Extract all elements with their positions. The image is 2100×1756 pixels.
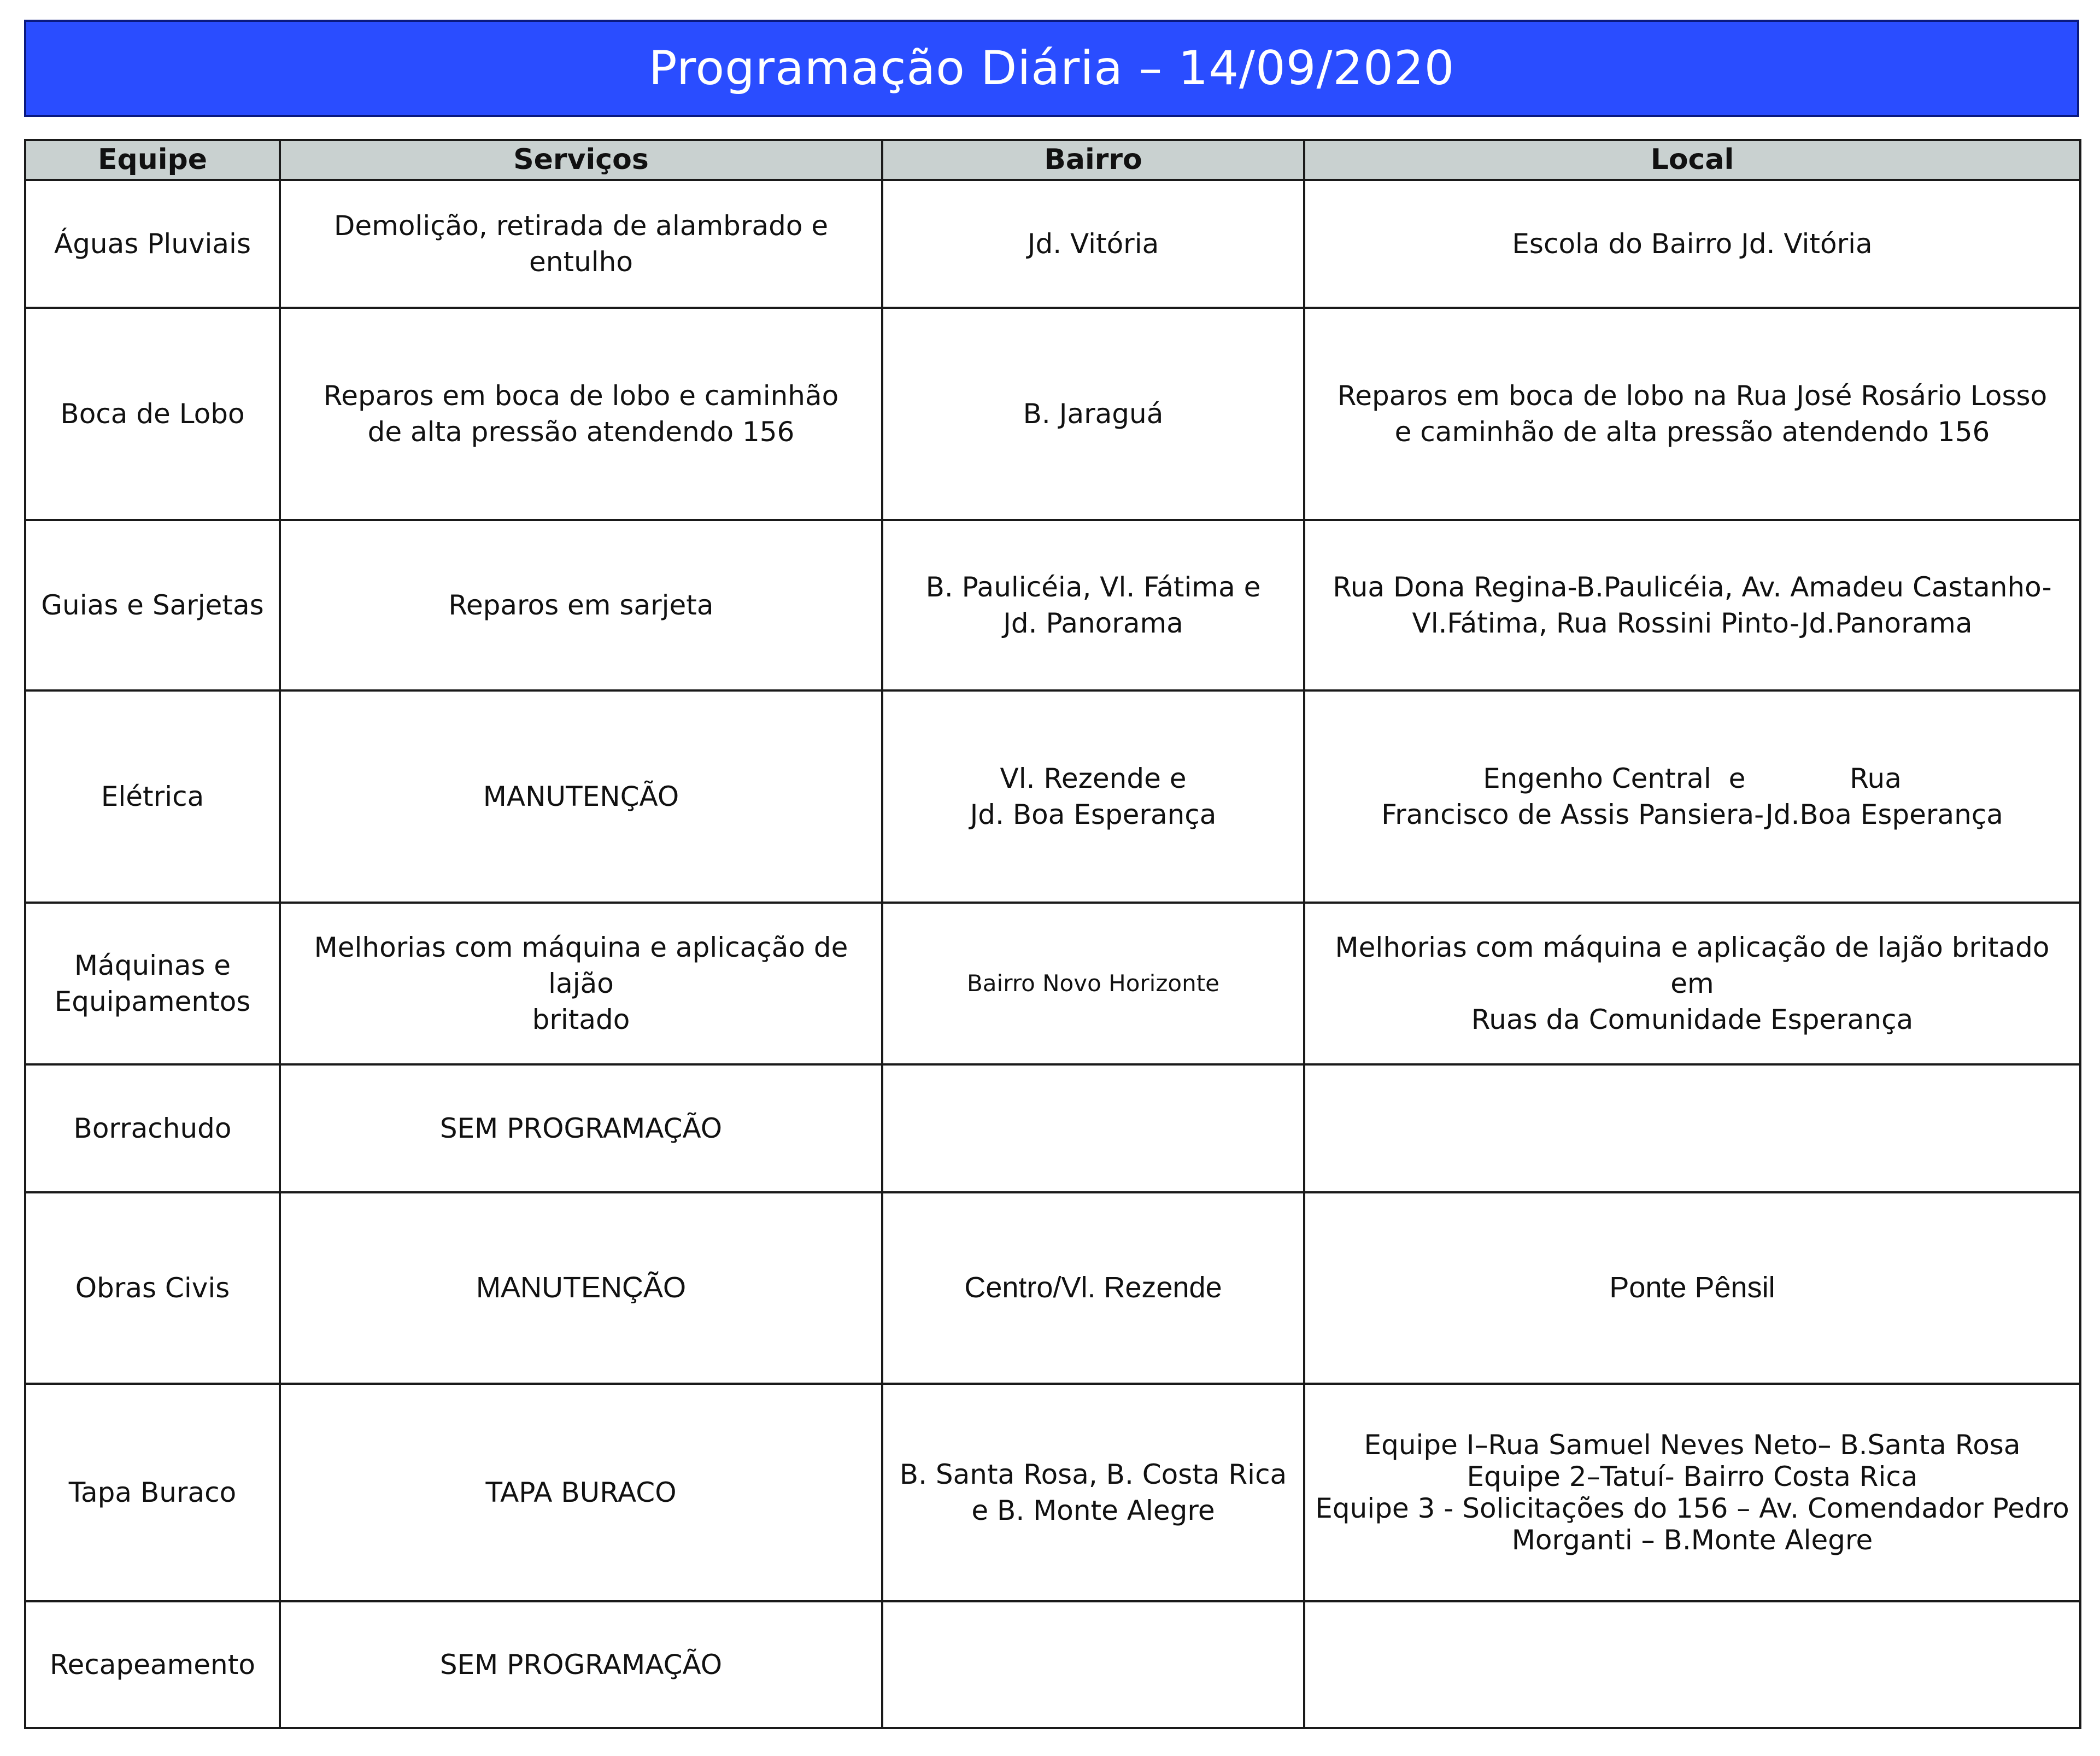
cell-local: [1304, 1601, 2080, 1728]
cell-equipe: Elétrica: [25, 690, 280, 903]
cell-servicos: Melhorias com máquina e aplicação de lajão britado: [280, 903, 882, 1064]
page-title: [24, 20, 2079, 117]
table-row: [25, 1064, 2080, 1192]
table-row: [25, 690, 2080, 903]
cell-equipe: Máquinas e Equipamentos: [25, 903, 280, 1064]
cell-bairro: B. Jaraguá: [882, 308, 1304, 520]
column-header-bairro: Bairro: [882, 140, 1304, 180]
cell-bairro: B. Paulicéia, Vl. Fátima e Jd. Panorama: [882, 520, 1304, 690]
table-row: [25, 1192, 2080, 1384]
cell-servicos: MANUTENÇÃO: [280, 690, 882, 903]
cell-servicos: MANUTENÇÃO: [280, 1192, 882, 1384]
header-row: [25, 140, 2080, 180]
column-header-equipe: Equipe: [25, 140, 280, 180]
table-row: [25, 308, 2080, 520]
page-title-text: Programação Diária – 14/09/2020: [648, 41, 1455, 96]
cell-servicos: SEM PROGRAMAÇÃO: [280, 1064, 882, 1192]
cell-equipe: Guias e Sarjetas: [25, 520, 280, 690]
cell-equipe: Boca de Lobo: [25, 308, 280, 520]
cell-bairro: Vl. Rezende e Jd. Boa Esperança: [882, 690, 1304, 903]
schedule-table: [24, 139, 2081, 1729]
cell-bairro: Bairro Novo Horizonte: [882, 903, 1304, 1064]
table-row: [25, 1384, 2080, 1601]
cell-servicos: Demolição, retirada de alambrado e entulho: [280, 180, 882, 308]
cell-equipe: Águas Pluviais: [25, 180, 280, 308]
column-header-servicos: Serviços: [280, 140, 882, 180]
cell-equipe: Recapeamento: [25, 1601, 280, 1728]
cell-bairro: B. Santa Rosa, B. Costa Rica e B. Monte Alegre: [882, 1384, 1304, 1601]
cell-equipe: Borrachudo: [25, 1064, 280, 1192]
cell-bairro: Centro/Vl. Rezende: [882, 1192, 1304, 1384]
cell-local: Melhorias com máquina e aplicação de lajão britado em Ruas da Comunidade Esperança: [1304, 903, 2080, 1064]
table-row: [25, 520, 2080, 690]
column-header-local: Local: [1304, 140, 2080, 180]
cell-bairro: [882, 1064, 1304, 1192]
cell-servicos: SEM PROGRAMAÇÃO: [280, 1601, 882, 1728]
cell-equipe: Tapa Buraco: [25, 1384, 280, 1601]
table-row: [25, 1601, 2080, 1728]
cell-local: [1304, 1064, 2080, 1192]
cell-local: Ponte Pênsil: [1304, 1192, 2080, 1384]
table-row: [25, 180, 2080, 308]
cell-equipe: Obras Civis: [25, 1192, 280, 1384]
cell-local: Rua Dona Regina-B.Paulicéia, Av. Amadeu Castanho- Vl.Fátima, Rua Rossini Pinto-Jd.Panorama: [1304, 520, 2080, 690]
cell-local: Reparos em boca de lobo na Rua José Rosário Losso e caminhão de alta pressão atendendo 156: [1304, 308, 2080, 520]
cell-bairro: [882, 1601, 1304, 1728]
cell-local: Escola do Bairro Jd. Vitória: [1304, 180, 2080, 308]
cell-servicos: Reparos em sarjeta: [280, 520, 882, 690]
table-row: [25, 903, 2080, 1064]
cell-local: Equipe I–Rua Samuel Neves Neto– B.Santa Rosa Equipe 2–Tatuí- Bairro Costa Rica Equipe 3 - Solicitações do 156 – Av. Comendador Pedro Morganti – B.Monte Alegre: [1304, 1384, 2080, 1601]
cell-local: Engenho Central e Rua Francisco de Assis Pansiera-Jd.Boa Esperança: [1304, 690, 2080, 903]
cell-servicos: TAPA BURACO: [280, 1384, 882, 1601]
cell-bairro: Jd. Vitória: [882, 180, 1304, 308]
cell-servicos: Reparos em boca de lobo e caminhão de alta pressão atendendo 156: [280, 308, 882, 520]
